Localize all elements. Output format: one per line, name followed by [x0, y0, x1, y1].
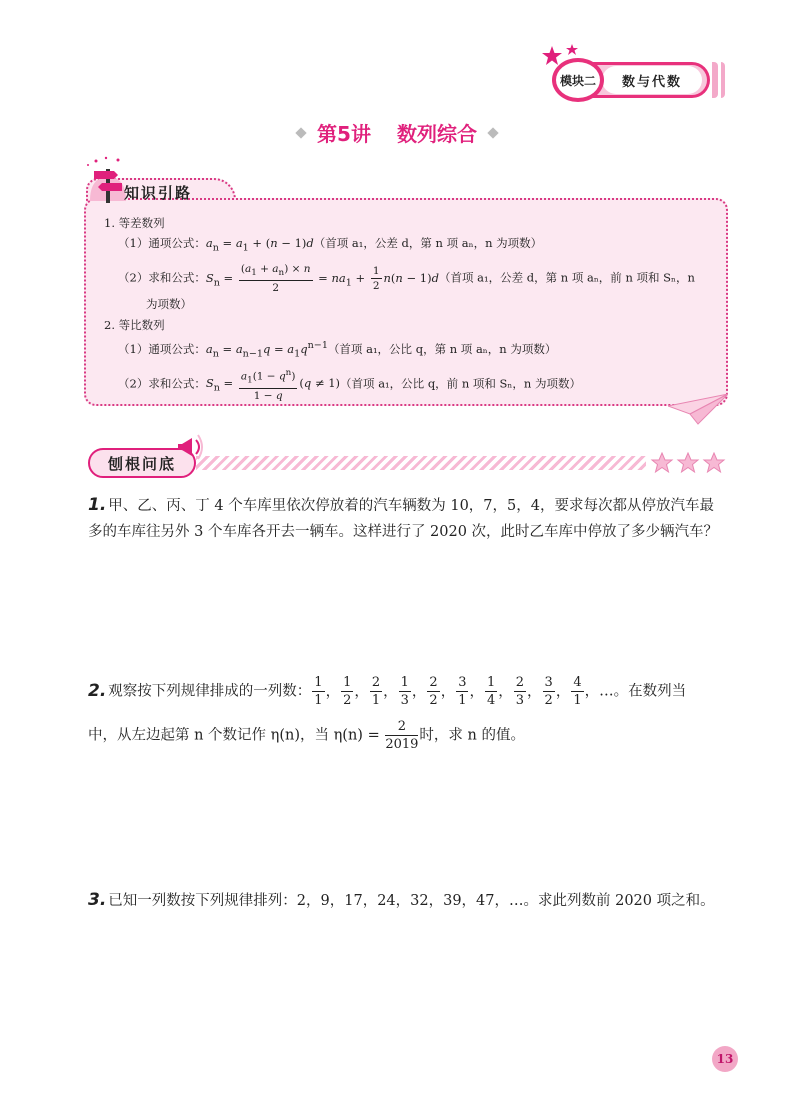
- formula: $a_n = a_1 + (n - 1)d$: [205, 236, 314, 254]
- comma: ，: [383, 683, 398, 700]
- term-numerator: 2: [429, 675, 438, 690]
- term-numerator: 1: [314, 675, 323, 690]
- problem-2: [88, 674, 728, 709]
- fraction-denominator: 2019: [385, 737, 419, 752]
- knowledge-item-1-sub-1: [118, 238, 542, 253]
- problem-text: 时，求 n 的值。: [419, 727, 525, 744]
- sequence-term: [514, 674, 526, 709]
- formula-note: （首项 a₁，公比 q，第 n 项 aₙ，n 为项数）: [327, 341, 557, 356]
- module-tab-stripes: [712, 62, 725, 98]
- page-number: 13: [712, 1046, 738, 1072]
- diamond-icon: [487, 127, 498, 138]
- sequence-term: [370, 674, 382, 709]
- term-numerator: 4: [573, 675, 582, 690]
- difficulty-stars: [650, 452, 730, 474]
- knowledge-item-1-sub-2-cont: 为项数）: [146, 297, 192, 311]
- sequence-term: [427, 674, 439, 709]
- problem-text: 已知一列数按下列规律排列：2，9，17，24，32，39，47，…。求此列数前 2020 项之和。: [108, 893, 715, 909]
- lecture-topic: 数列综合: [396, 122, 477, 146]
- problem-2-line-2: [88, 718, 728, 753]
- formula-label: （1）通项公式：: [118, 236, 206, 250]
- term-numerator: 1: [486, 675, 496, 690]
- term-numerator: 1: [400, 675, 409, 690]
- comma: ，: [440, 683, 456, 700]
- problem-text: 中，从左边起第 n 个数记作 η(n)，当 η(n) =: [88, 727, 380, 744]
- megaphone-icon: [176, 432, 206, 460]
- sequence-terms: [311, 675, 584, 708]
- term-numerator: 3: [458, 675, 467, 690]
- formula: $a_n = a_{n-1}q = a_1q^{n-1}$: [205, 340, 328, 360]
- problem-number: 2.: [88, 680, 107, 701]
- diamond-icon: [295, 127, 306, 138]
- sequence-term: [399, 674, 411, 709]
- formula-note: （首项 a₁，公差 d，第 n 项 aₙ，前 n 项和 Sₙ，n: [438, 270, 695, 285]
- sequence-term: [341, 674, 353, 709]
- term-denominator: 2: [544, 693, 553, 708]
- formula-label: （1）通项公式：: [118, 341, 206, 356]
- star-icon: [678, 453, 698, 472]
- term-numerator: 2: [371, 675, 381, 690]
- formula: $S_n$ = $\frac{a_1(1 - q^n)}{1 - q}$ (q ≠ 1): [205, 368, 341, 402]
- formula-note: （首项 a₁，公比 q，前 n 项和 Sₙ，n 为项数）: [340, 376, 581, 391]
- fraction-numerator: 2: [385, 718, 418, 736]
- term-denominator: 1: [314, 693, 323, 708]
- comma: ，: [411, 683, 427, 700]
- knowledge-item-2-sub-1: [118, 341, 556, 359]
- sequence-term: [543, 674, 555, 709]
- knowledge-heading: 知识引路: [124, 184, 193, 202]
- module-topic: 数与代数: [602, 66, 702, 94]
- sequence-term: [456, 674, 468, 709]
- knowledge-item-1-title: 1. 等差数列: [104, 216, 165, 230]
- lecture-number: 第5讲: [317, 122, 371, 146]
- term-denominator: 4: [486, 693, 496, 708]
- module-label: 模块二: [552, 58, 604, 102]
- formula-label: （2）求和公式：: [118, 376, 206, 391]
- knowledge-item-2-sub-2: [118, 366, 581, 403]
- sequence-term: [571, 674, 583, 709]
- problem-number: 1.: [88, 495, 107, 515]
- problem-tail: ，…。在数列当: [584, 683, 687, 700]
- problem-intro: 观察按下列规律排成的一列数：: [108, 683, 312, 700]
- sequence-term: [312, 674, 324, 709]
- star-icon: [652, 453, 672, 472]
- term-numerator: 2: [515, 675, 525, 690]
- sequence-term: [485, 674, 497, 709]
- comma: ，: [498, 683, 513, 700]
- section-label: 刨根问底: [88, 448, 196, 478]
- star-icon: [704, 453, 724, 472]
- formula: $S_n$ = $\frac{(a_1 + a_n) \times n}{2}$ = $na_1$ + $\frac{1}{2}$ n(n − 1)d: [205, 263, 439, 295]
- paper-plane-icon: [668, 392, 728, 426]
- comma: ，: [469, 683, 484, 700]
- problem-1: [88, 492, 728, 545]
- knowledge-item-1-sub-2: [118, 262, 695, 295]
- term-denominator: 1: [573, 693, 582, 708]
- term-denominator: 2: [429, 693, 438, 708]
- comma: ，: [325, 683, 341, 700]
- term-denominator: 2: [343, 693, 352, 708]
- comma: ，: [354, 683, 369, 700]
- term-denominator: 1: [371, 693, 381, 708]
- problem-text: 甲、乙、丙、丁 4 个车库里依次停放着的汽车辆数为 10，7，5，4，要求每次都从停放汽车最多的车库往另外 3 个车库各开去一辆车。这样进行了 2020 次，此时乙车库中停放了多少辆汽车？: [88, 498, 719, 540]
- fraction: [385, 718, 418, 753]
- formula-label: （2）求和公式：: [118, 270, 206, 285]
- comma: ，: [527, 683, 542, 700]
- problem-3: [88, 887, 728, 914]
- term-denominator: 3: [400, 693, 409, 708]
- term-numerator: 3: [544, 675, 553, 690]
- problem-number: 3.: [88, 890, 107, 910]
- section-divider: [196, 456, 646, 470]
- term-numerator: 1: [343, 675, 352, 690]
- term-denominator: 1: [458, 693, 467, 708]
- page-title: [0, 118, 794, 147]
- formula-note: （首项 a₁，公差 d，第 n 项 aₙ，n 为项数）: [313, 236, 543, 250]
- knowledge-item-2-title: 2. 等比数列: [104, 318, 165, 332]
- term-denominator: 3: [515, 693, 525, 708]
- comma: ，: [555, 683, 571, 700]
